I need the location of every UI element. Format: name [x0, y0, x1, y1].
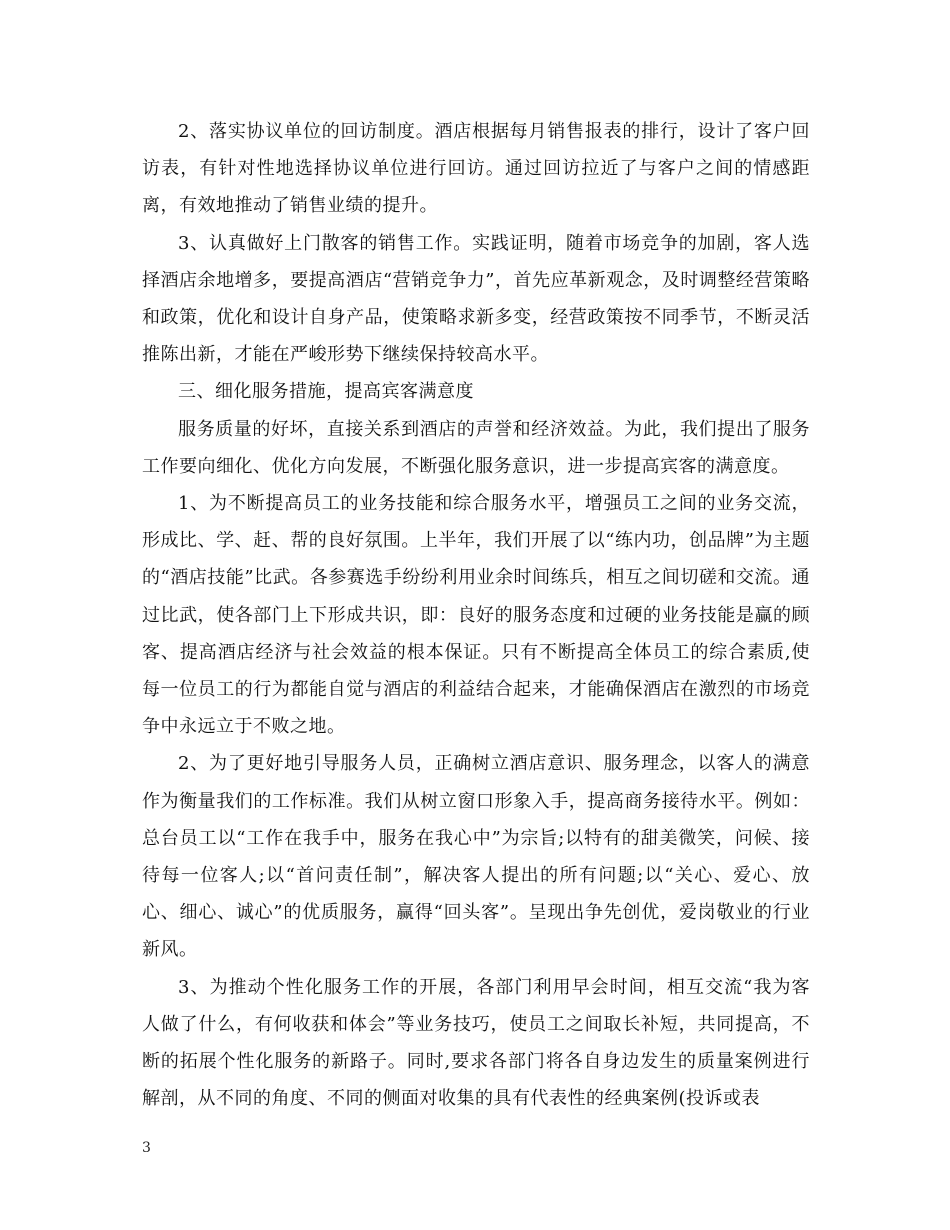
document-body [142, 113, 810, 1117]
paragraph-walk-in-sales: 3、认真做好上门散客的销售工作。实践证明，随着市场竞争的加剧，客人选择酒店余地增多，要提高酒店“营销竞争力”，首先应革新观念，及时调整经营策略和政策，优化和设计自身产品，使策略求新多变，经营政策按不同季节，不断灵活推陈出新，才能在严峻形势下继续保持较高水平。 [142, 232, 810, 366]
section-heading-service: 三、细化服务措施，提高宾客满意度 [178, 381, 474, 403]
paragraph-service-guidance: 2、为了更好地引导服务人员，正确树立酒店意识、服务理念，以客人的满意作为衡量我们的工作标准。我们从树立窗口形象入手，提高商务接待水平。例如：总台员工以“工作在我手中，服务在我心中”为宗旨;以特有的甜美微笑，问候、接待每一位客人;以“首问责任制”，解决客人提出的所有问题;以“关心、爱心、放心、细心、诚心”的优质服务，赢得“回头客”。呈现出争先创优，爱岗敬业的行业新风。 [142, 753, 810, 961]
paragraph-agreement-visits: 2、落实协议单位的回访制度。酒店根据每月销售报表的排行，设计了客户回访表，有针对性地选择协议单位进行回访。通过回访拉近了与客户之间的情感距离，有效地推动了销售业绩的提升。 [142, 121, 810, 217]
paragraph-service-quality: 服务质量的好坏，直接关系到酒店的声誉和经济效益。为此，我们提出了服务工作要向细化、优化方向发展，不断强化服务意识，进一步提高宾客的满意度。 [142, 418, 810, 477]
page-number: 3 [142, 1140, 151, 1156]
paragraph-skills-contest: 1、为不断提高员工的业务技能和综合服务水平，增强员工之间的业务交流，形成比、学、赶、帮的良好氛围。上半年，我们开展了以“练内功，创品牌”为主题的“酒店技能”比武。各参赛选手纷纷利用业余时间练兵，相互之间切磋和交流。通过比武，使各部门上下形成共识，即：良好的服务态度和过硬的业务技能是赢的顾客、提高酒店经济与社会效益的根本保证。只有不断提高全体员工的综合素质,使每一位员工的行为都能自觉与酒店的利益结合起来，才能确保酒店在激烈的市场竞争中永远立于不败之地。 [142, 493, 810, 738]
paragraph-personalized-service: 3、为推动个性化服务工作的开展，各部门利用早会时间，相互交流“我为客人做了什么，有何收获和体会”等业务技巧，使员工之间取长补短，共同提高，不断的拓展个性化服务的新路子。同时,要求各部门将各自身边发生的质量案例进行解剖，从不同的角度、不同的侧面对收集的具有代表性的经典案例(投诉或表 [142, 976, 810, 1110]
